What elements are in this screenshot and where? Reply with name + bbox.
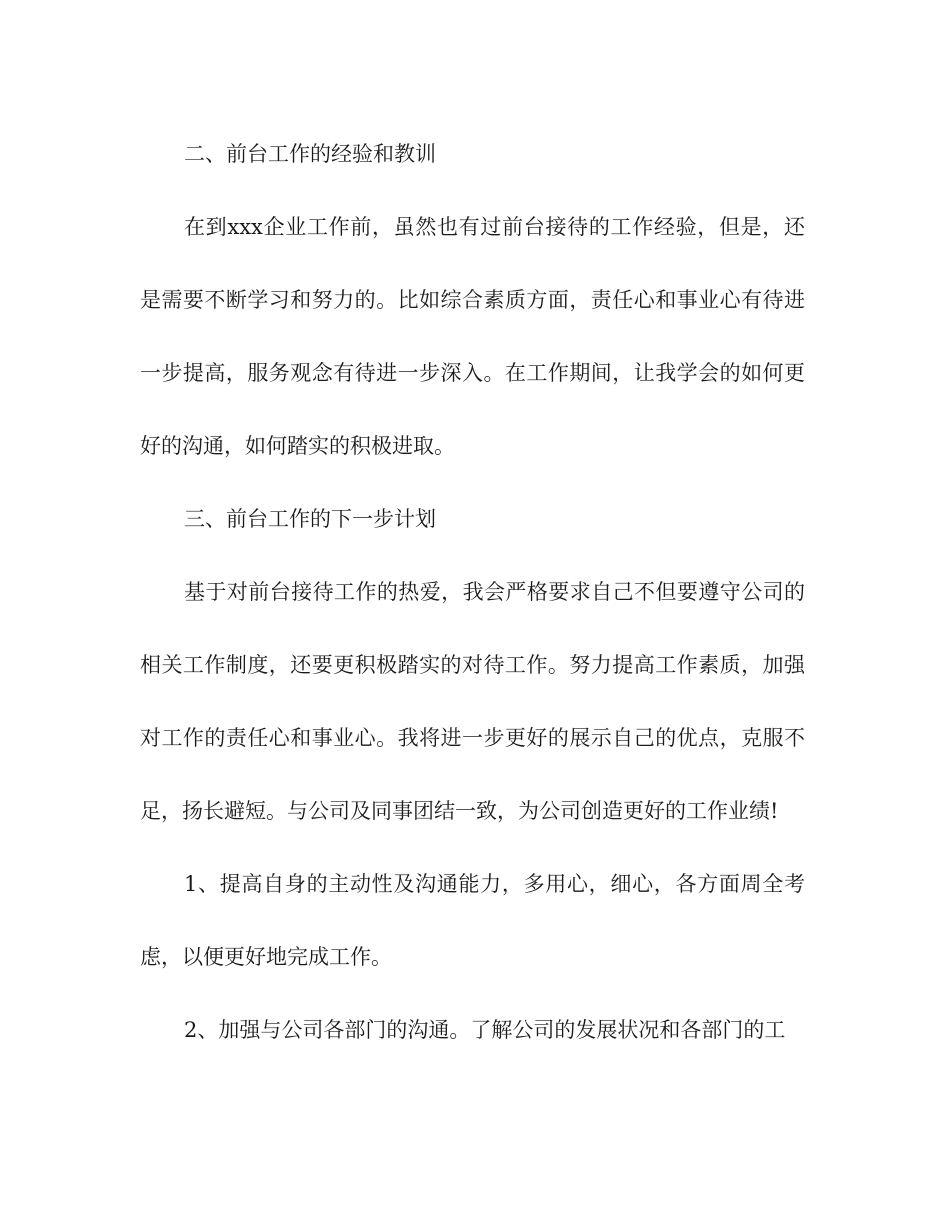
list-item-2: 2、加强与公司各部门的沟通。了解公司的发展状况和各部门的工 [184,1018,786,1042]
paragraph-plan: 基于对前台接待工作的热爱，我会严格要求自己不但要遵守公司的相关工作制度，还要更积极踏实的对待工作。努力提高工作素质，加强对工作的责任心和事业心。我将进一步更好的展示自己的优点，克服不足，扬长避短。与公司及同事团结一致，为公司创造更好的工作业绩! [140,580,805,823]
list-item-1: 1、提高自身的主动性及沟通能力，多用心，细心，各方面周全考虑，以便更好地完成工作。 [140,872,805,969]
paragraph-experience: 在到xxx企业工作前，虽然也有过前台接待的工作经验，但是，还是需要不断学习和努力的。比如综合素质方面，责任心和事业心有待进一步提高，服务观念有待进一步深入。在工作期间，让我学会的如何更好的沟通，如何踏实的积极进取。 [140,215,805,458]
section-heading-3: 三、前台工作的下一步计划 [184,507,436,531]
document-body [140,118,805,1067]
section-heading-2: 二、前台工作的经验和教训 [184,142,436,166]
